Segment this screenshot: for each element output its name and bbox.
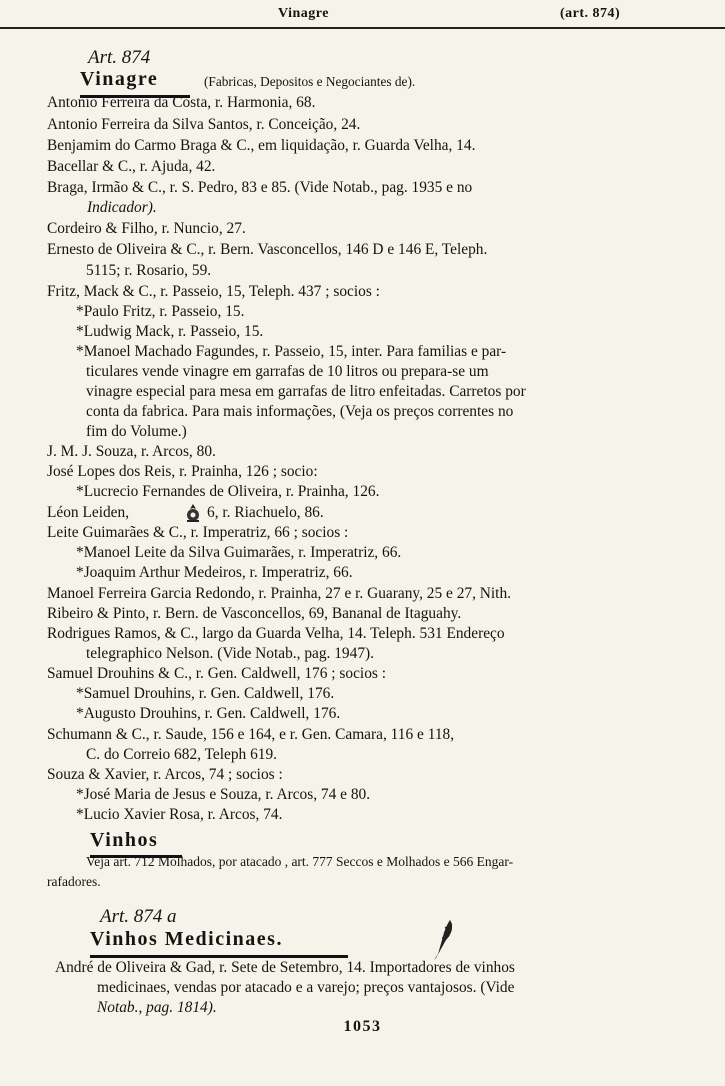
entry: José Lopes dos Reis, r. Prainha, 126 ; socio: [47,463,318,480]
entry: Samuel Drouhins & C., r. Gen. Caldwell, 176 ; socios : [47,665,386,682]
entry-continuation: ticulares vende vinagre em garrafas de 10 litros ou prepara-se um [86,363,489,380]
entry-continuation: telegraphico Nelson. (Vide Notab., pag. 1947). [86,645,374,662]
entry: Ernesto de Oliveira & C., r. Bern. Vasconcellos, 146 D e 146 E, Teleph. [47,241,488,258]
entry: Braga, Irmão & C., r. S. Pedro, 83 e 85. (Vide Notab., pag. 1935 e no [47,179,473,196]
partner-entry: *Ludwig Mack, r. Passeio, 15. [76,323,264,340]
running-header-art: (art. 874) [560,6,621,21]
ornament-icon [183,503,203,523]
partner-entry: *Manoel Leite da Silva Guimarães, r. Imperatriz, 66. [76,544,402,561]
section-title-vinhos-medicinaes: Vinhos Medicinaes. [90,928,283,950]
entry: Léon Leiden, [47,504,130,521]
partner-entry: *Lucrecio Fernandes de Oliveira, r. Prainha, 126. [76,483,380,500]
pen-icon [430,918,456,962]
entry: J. M. J. Souza, r. Arcos, 80. [47,443,216,460]
article-label: Art. 874 a [100,906,177,927]
entry-continuation: Notab., pag. 1814). [97,999,217,1016]
entry: Antonio Ferreira da Costa, r. Harmonia, 68. [47,94,316,111]
entry: Ribeiro & Pinto, r. Bern. de Vasconcellos, 69, Bananal de Itaguahy. [47,605,462,622]
partner-entry: *Manoel Machado Fagundes, r. Passeio, 15, inter. Para familias e par- [76,343,507,360]
article-label: Art. 874 [88,47,151,68]
entry: Fritz, Mack & C., r. Passeio, 15, Teleph. 437 ; socios : [47,283,380,300]
running-header-title: Vinagre [278,6,329,21]
entry-continuation: conta da fabrica. Para mais informações, (Veja os preços correntes no [86,403,514,420]
entry-continuation: 6, r. Riachuelo, 86. [207,504,324,521]
entry: Bacellar & C., r. Ajuda, 42. [47,158,216,175]
entry: Antonio Ferreira da Silva Santos, r. Conceição, 24. [47,116,361,133]
header-rule [0,27,725,29]
partner-entry: *Lucio Xavier Rosa, r. Arcos, 74. [76,806,283,823]
entry: Souza & Xavier, r. Arcos, 74 ; socios : [47,766,283,783]
section-title-vinhos: Vinhos [90,829,159,851]
entry: Rodrigues Ramos, & C., largo da Guarda Velha, 14. Teleph. 531 Endereço [47,625,505,642]
cross-reference-note: rafadores. [47,874,101,889]
entry: André de Oliveira & Gad, r. Sete de Setembro, 14. Importadores de vinhos [55,959,515,976]
partner-entry: *Samuel Drouhins, r. Gen. Caldwell, 176. [76,685,335,702]
entry-continuation: C. do Correio 682, Teleph 619. [86,746,277,763]
partner-entry: *Augusto Drouhins, r. Gen. Caldwell, 176. [76,705,341,722]
partner-entry: *Joaquim Arthur Medeiros, r. Imperatriz, 66. [76,564,353,581]
page-number: 1053 [343,1018,382,1035]
entry: Leite Guimarães & C., r. Imperatriz, 66 ; socios : [47,524,349,541]
entry-continuation: vinagre especial para mesa em garrafas de litro enfeitadas. Carretos por [86,383,526,400]
partner-entry: *José Maria de Jesus e Souza, r. Arcos, 74 e 80. [76,786,371,803]
section-subtitle: (Fabricas, Depositos e Negociantes de). [204,74,416,89]
entry-continuation: 5115; r. Rosario, 59. [86,262,212,279]
entry-continuation: medicinaes, vendas por atacado e a varejo; preços vantajosos. (Vide [97,979,515,996]
entry: Cordeiro & Filho, r. Nuncio, 27. [47,220,246,237]
cross-reference-note: Veja art. 712 Molhados, por atacado , art. 777 Seccos e Molhados e 566 Engar- [86,854,514,869]
section-title-vinagre: Vinagre [80,68,159,90]
entry: Schumann & C., r. Saude, 156 e 164, e r. Gen. Camara, 116 e 118, [47,726,455,743]
entry: Manoel Ferreira Garcia Redondo, r. Prainha, 27 e r. Guarany, 25 e 27, Nith. [47,585,512,602]
entry-continuation: fim do Volume.) [86,423,187,440]
entry: Benjamim do Carmo Braga & C., em liquidação, r. Guarda Velha, 14. [47,137,476,154]
partner-entry: *Paulo Fritz, r. Passeio, 15. [76,303,245,320]
entry-continuation: Indicador). [87,199,157,216]
